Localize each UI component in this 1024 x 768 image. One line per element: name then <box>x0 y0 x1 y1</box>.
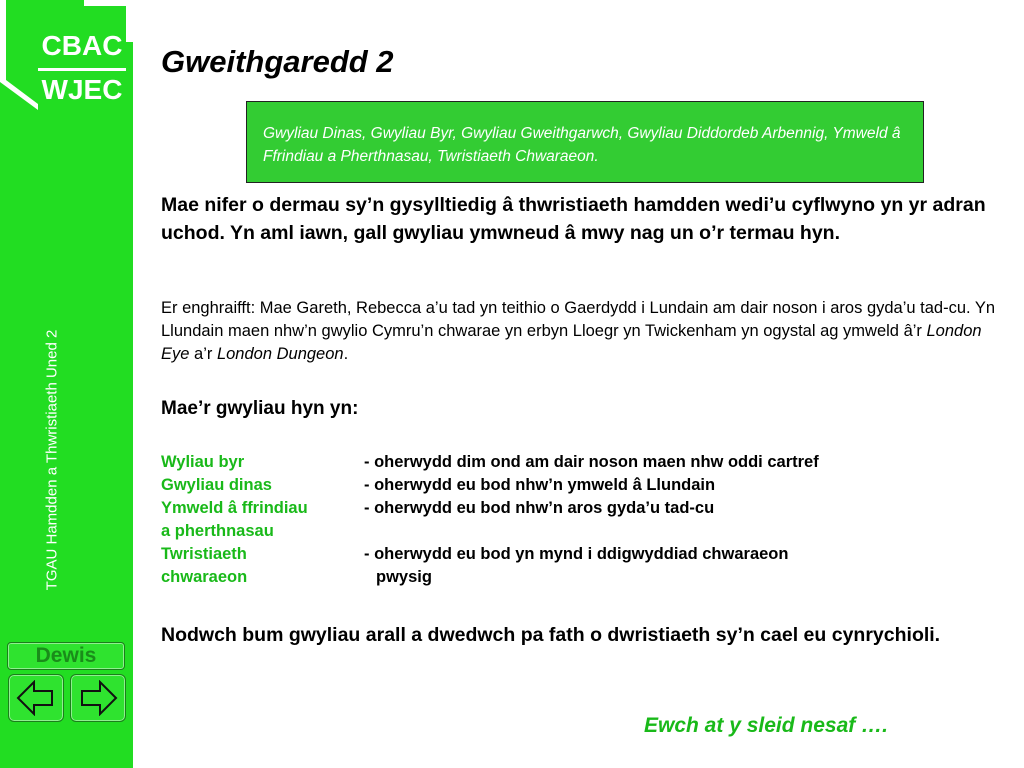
next-slide-link[interactable]: Ewch at y sleid nesaf …. <box>644 714 888 737</box>
holiday-term: Wyliau byr <box>161 453 245 471</box>
example-text-2: a’r <box>189 345 217 363</box>
example-text-1: Er enghraifft: Mae Gareth, Rebecca a’u tad yn teithio o Gaerdydd i Lundain am dair noson i aros gyda’u tad-cu. Yn Llundain maen nhw’n gwylio Cymru’n chwarae yn erbyn Lloegr yn Twickenham yn ogystal ag ymweld â’r <box>161 299 996 340</box>
intro-paragraph: Mae nifer o dermau sy’n gysylltiedig â thwristiaeth hamdden wedi’u cyflwyno yn yr adran uchod. Yn aml iawn, gall gwyliau ymwneud â mwy nag un o’r termau hyn. <box>161 194 986 244</box>
terms-box-text: Gwyliau Dinas, Gwyliau Byr, Gwyliau Gweithgarwch, Gwyliau Diddordeb Arbennig, Ymweld â Ffrindiau a Pherthnasau, Twristiaeth Chwaraeon. <box>263 125 901 165</box>
holiday-reason-cont: pwysig <box>376 568 432 586</box>
task-paragraph: Nodwch bum gwyliau arall a dwedwch pa fath o dwristiaeth sy’n cael eu cynrychioli. <box>161 624 941 646</box>
holiday-reason: - oherwydd dim ond am dair noson maen nhw oddi cartref <box>364 453 819 471</box>
holiday-term: Gwyliau dinas <box>161 476 272 494</box>
logo-line-wjec: WJEC <box>41 74 123 105</box>
example-london-dungeon: London Dungeon <box>216 345 344 363</box>
dewis-label: Dewis <box>35 644 97 667</box>
terms-box <box>246 101 924 183</box>
holiday-term: Twristiaeth <box>161 545 247 563</box>
left-arrow-icon <box>16 680 56 716</box>
holiday-reason: - oherwydd eu bod nhw’n aros gyda’u tad-cu <box>364 499 715 517</box>
example-london-eye: London Eye <box>161 322 982 363</box>
example-paragraph <box>161 297 1001 366</box>
logo-line-cbac: CBAC <box>41 30 123 61</box>
course-title-text: TGAU Hamdden a Thwristiaeth Uned 2 <box>43 329 61 591</box>
logo-divider <box>38 68 126 71</box>
slide-title: Gweithgaredd 2 <box>161 44 394 79</box>
dewis-button[interactable] <box>7 642 125 670</box>
right-arrow-icon <box>78 680 118 716</box>
example-text-3: . <box>343 345 349 363</box>
holiday-types-heading: Mae’r gwyliau hyn yn: <box>161 398 359 419</box>
holiday-term-cont: a pherthnasau <box>161 522 274 540</box>
sidebar <box>0 0 133 768</box>
holiday-reason: - oherwydd eu bod nhw’n ymweld â Llundain <box>364 476 716 494</box>
holiday-term: Ymweld â ffrindiau <box>161 499 308 517</box>
next-slide-button[interactable] <box>70 674 126 722</box>
previous-slide-button[interactable] <box>8 674 64 722</box>
cbac-wjec-logo <box>0 0 133 112</box>
holiday-reason: - oherwydd eu bod yn mynd i ddigwyddiad chwaraeon <box>364 545 789 563</box>
holiday-term-cont: chwaraeon <box>161 568 248 586</box>
